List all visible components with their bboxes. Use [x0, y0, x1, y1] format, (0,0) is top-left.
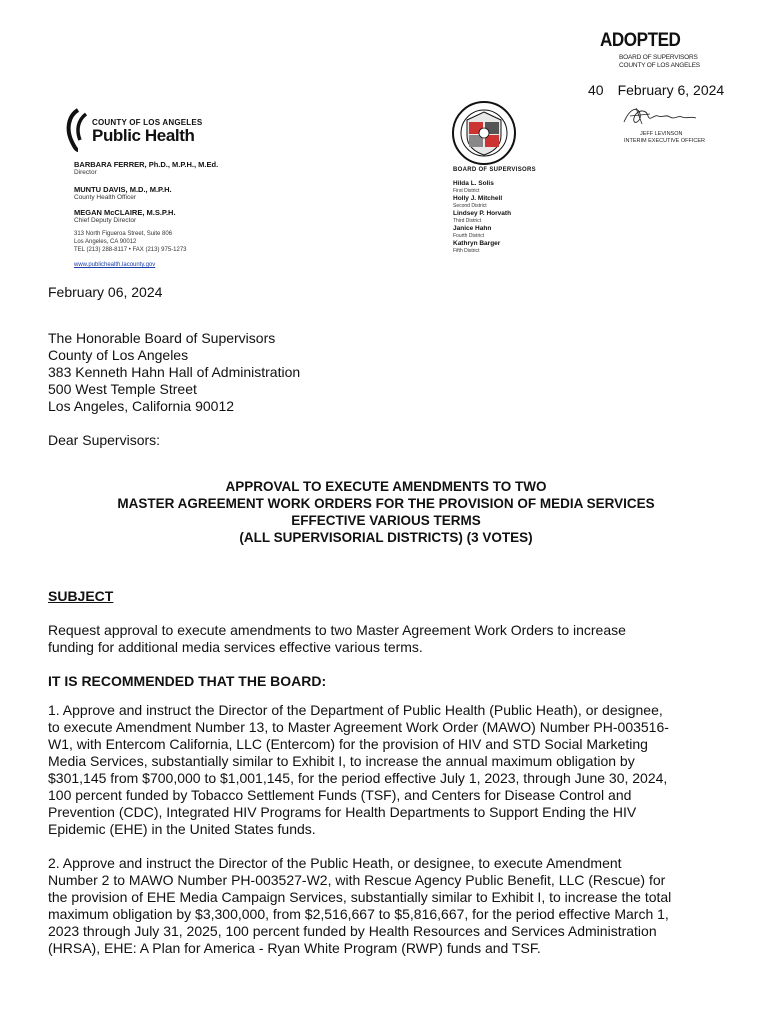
letter-date: February 06, 2024 — [48, 284, 163, 300]
board-member-2: Holly J. Mitchell — [453, 195, 503, 202]
item1-line: 100 percent funded by Tobacco Settlement Funds (TSF), and Centers for Disease Control and — [48, 787, 632, 803]
signer-name: JEFF LEVINSON — [640, 131, 683, 137]
recommendation-heading: IT IS RECOMMENDED THAT THE BOARD: — [48, 673, 327, 689]
staff-title-3: Chief Deputy Director — [74, 217, 137, 224]
agenda-line — [588, 82, 738, 98]
item1-line: Epidemic (EHE) in the United States funds. — [48, 821, 316, 837]
address-line-2: Los Angeles, CA 90012 — [74, 239, 137, 245]
board-district-1: First District — [453, 188, 480, 194]
board-district-3: Third District — [453, 218, 482, 224]
salutation: Dear Supervisors: — [48, 432, 161, 448]
stamp-board-line: BOARD OF SUPERVISORS — [619, 54, 698, 61]
website-link[interactable]: www.publichealth.lacounty.gov — [74, 262, 156, 268]
address-block-line: The Honorable Board of Supervisors — [48, 330, 276, 346]
board-heading: BOARD OF SUPERVISORS — [453, 167, 536, 173]
address-block-line: 383 Kenneth Hahn Hall of Administration — [48, 364, 301, 380]
board-district-5: Fifth District — [453, 248, 480, 254]
board-district-2: Second District — [453, 203, 487, 209]
item1-line: W1, with Entercom California, LLC (Entercom) for the provision of HIV and STD Social Marketing — [48, 736, 648, 752]
address-block-line: Los Angeles, California 90012 — [48, 398, 235, 414]
board-member-4: Janice Hahn — [453, 225, 492, 232]
public-health-logo-icon — [64, 108, 92, 152]
signature-image — [620, 104, 700, 130]
staff-title-1: Director — [74, 169, 97, 176]
logo-department-text: Public Health — [92, 126, 195, 145]
letter-title-line: MASTER AGREEMENT WORK ORDERS FOR THE PROVISION OF MEDIA SERVICES — [117, 496, 655, 511]
subject-heading: SUBJECT — [48, 588, 114, 604]
stamp-county-line: COUNTY OF LOS ANGELES — [619, 62, 700, 69]
adopted-stamp-title: ADOPTED — [600, 30, 681, 51]
item2-line: 2. Approve and instruct the Director of the Public Heath, or designee, to execute Amendment — [48, 855, 622, 871]
agenda-number: 40 — [588, 82, 604, 98]
letter-title-line: APPROVAL TO EXECUTE AMENDMENTS TO TWO — [225, 479, 547, 494]
staff-name-2: MUNTU DAVIS, M.D., M.P.H. — [74, 185, 172, 194]
signer-title: INTERIM EXECUTIVE OFFICER — [624, 138, 705, 144]
item1-line: Media Services, substantially similar to Exhibit I, to increase the annual maximum obligation by — [48, 753, 635, 769]
item1-line: $301,145 from $700,000 to $1,001,145, for the period effective July 1, 2023, through June 30, 2024, — [48, 770, 668, 786]
item1-line: to execute Amendment Number 13, to Master Agreement Work Order (MAWO) Number PH-003516- — [48, 719, 669, 735]
item2-line: the provision of EHE Media Campaign Services, substantially similar to Exhibit I, to increase the total — [48, 889, 672, 905]
staff-title-2: County Health Officer — [74, 194, 137, 201]
logo-county-text: COUNTY OF LOS ANGELES — [92, 118, 203, 127]
adopted-date: February 6, 2024 — [617, 82, 725, 98]
subject-text-line: funding for additional media services effective various terms. — [48, 639, 423, 655]
county-seal-icon — [451, 100, 517, 166]
item2-line: maximum obligation by $3,300,000, from $2,516,667 to $5,816,667, for the period effective March 1, — [48, 906, 669, 922]
letter-title-line: EFFECTIVE VARIOUS TERMS — [291, 513, 481, 528]
address-block-line: County of Los Angeles — [48, 347, 189, 363]
letter-title-line: (ALL SUPERVISORIAL DISTRICTS) (3 VOTES) — [239, 530, 533, 545]
address-line-3: TEL (213) 288-8117 • FAX (213) 975-1273 — [74, 247, 187, 253]
address-block-line: 500 West Temple Street — [48, 381, 197, 397]
board-member-5: Kathryn Barger — [453, 240, 501, 247]
staff-name-3: MEGAN McCLAIRE, M.S.P.H. — [74, 208, 176, 217]
board-district-4: Fourth District — [453, 233, 485, 239]
subject-text-line: Request approval to execute amendments to two Master Agreement Work Orders to increase — [48, 622, 626, 638]
item1-line: 1. Approve and instruct the Director of the Department of Public Health (Public Heath), or designee, — [48, 702, 663, 718]
item2-line: 2023 through July 31, 2025, 100 percent funded by Health Resources and Services Administration — [48, 923, 657, 939]
item1-line: Prevention (CDC), Integrated HIV Programs for Health Departments to Support Ending the HIV — [48, 804, 637, 820]
board-member-1: Hilda L. Solis — [453, 180, 494, 187]
item2-line: (HRSA), EHE: A Plan for America - Ryan White Program (RWP) funds and TSF. — [48, 940, 541, 956]
staff-name-1: BARBARA FERRER, Ph.D., M.P.H., M.Ed. — [74, 160, 219, 169]
board-member-3: Lindsey P. Horvath — [453, 210, 512, 217]
address-line-1: 313 North Figueroa Street, Suite 806 — [74, 231, 173, 237]
item2-line: Number 2 to MAWO Number PH-003527-W2, with Rescue Agency Public Benefit, LLC (Rescue) for — [48, 872, 666, 888]
